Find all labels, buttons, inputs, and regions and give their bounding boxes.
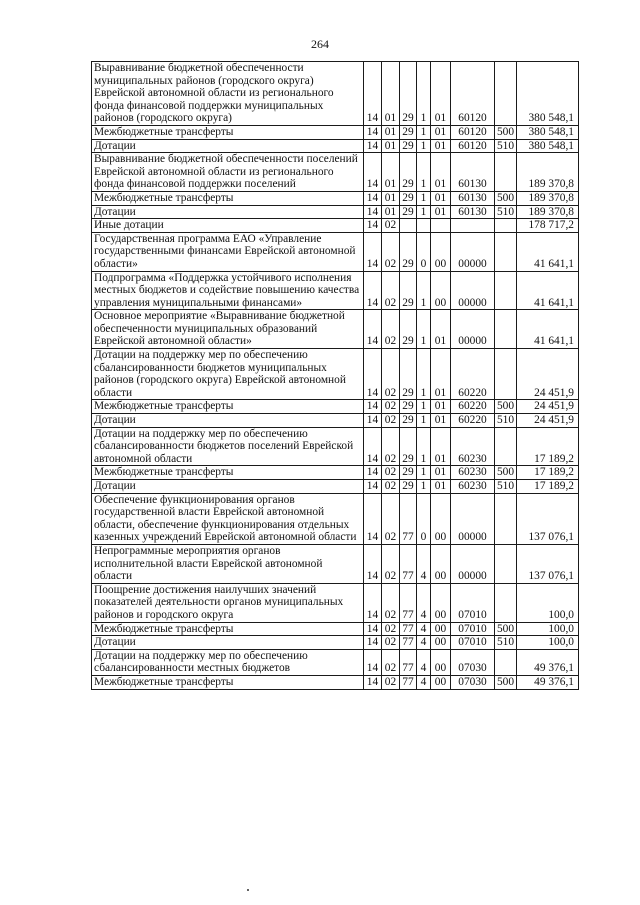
row-expense-type-code — [495, 271, 517, 310]
row-section-code: 14 — [364, 636, 382, 650]
row-program-code: 29 — [400, 480, 417, 494]
row-expense-type-code — [495, 349, 517, 400]
row-activity-code: 00 — [431, 544, 451, 583]
row-program-code: 29 — [400, 271, 417, 310]
row-amount: 49 376,1 — [517, 675, 579, 689]
row-subsection-code: 02 — [382, 649, 400, 675]
row-subsection-code: 02 — [382, 544, 400, 583]
row-program-code: 77 — [400, 649, 417, 675]
row-direction-code: 60230 — [451, 466, 495, 480]
row-subprogram-code: 1 — [417, 310, 431, 349]
row-program-code: 77 — [400, 636, 417, 650]
row-program-code: 29 — [400, 191, 417, 205]
row-name: Межбюджетные трансферты — [92, 466, 364, 480]
row-expense-type-code: 510 — [495, 636, 517, 650]
row-subprogram-code — [417, 219, 431, 233]
row-subsection-code: 02 — [382, 466, 400, 480]
table-row — [92, 493, 579, 544]
row-subsection-code: 01 — [382, 125, 400, 139]
row-amount: 41 641,1 — [517, 271, 579, 310]
row-subsection-code: 02 — [382, 493, 400, 544]
row-section-code: 14 — [364, 400, 382, 414]
row-section-code: 14 — [364, 232, 382, 271]
row-section-code: 14 — [364, 480, 382, 494]
row-subprogram-code: 1 — [417, 400, 431, 414]
row-amount: 24 451,9 — [517, 400, 579, 414]
table-row — [92, 636, 579, 650]
row-subsection-code: 02 — [382, 480, 400, 494]
row-section-code: 14 — [364, 466, 382, 480]
row-subsection-code: 01 — [382, 191, 400, 205]
row-name: Государственная программа ЕАО «Управление государственными финансами Еврейской автономной области» — [92, 232, 364, 271]
row-name: Иные дотации — [92, 219, 364, 233]
row-section-code: 14 — [364, 62, 382, 126]
row-amount: 380 548,1 — [517, 139, 579, 153]
row-section-code: 14 — [364, 191, 382, 205]
table-row — [92, 466, 579, 480]
row-section-code: 14 — [364, 622, 382, 636]
table-row — [92, 271, 579, 310]
row-program-code: 29 — [400, 427, 417, 466]
row-amount: 17 189,2 — [517, 480, 579, 494]
row-direction-code — [451, 219, 495, 233]
row-subsection-code: 01 — [382, 62, 400, 126]
row-direction-code: 60220 — [451, 349, 495, 400]
row-direction-code: 00000 — [451, 493, 495, 544]
row-subprogram-code: 4 — [417, 649, 431, 675]
row-activity-code: 00 — [431, 493, 451, 544]
row-program-code: 77 — [400, 583, 417, 622]
table-row — [92, 232, 579, 271]
row-name: Межбюджетные трансферты — [92, 400, 364, 414]
row-program-code: 29 — [400, 205, 417, 219]
row-name: Межбюджетные трансферты — [92, 622, 364, 636]
row-name: Дотации — [92, 636, 364, 650]
row-program-code: 77 — [400, 493, 417, 544]
row-subsection-code: 02 — [382, 427, 400, 466]
row-program-code — [400, 219, 417, 233]
row-program-code: 29 — [400, 400, 417, 414]
row-amount: 189 370,8 — [517, 153, 579, 192]
row-section-code: 14 — [364, 271, 382, 310]
row-section-code: 14 — [364, 427, 382, 466]
row-amount: 24 451,9 — [517, 349, 579, 400]
table-row — [92, 153, 579, 192]
row-name: Межбюджетные трансферты — [92, 125, 364, 139]
row-activity-code: 01 — [431, 310, 451, 349]
row-activity-code: 01 — [431, 205, 451, 219]
row-direction-code: 60230 — [451, 480, 495, 494]
row-activity-code: 01 — [431, 414, 451, 428]
table-row — [92, 544, 579, 583]
row-name: Выравнивание бюджетной обеспеченности поселений Еврейской автономной области из регионального фонда финансовой поддержки поселений — [92, 153, 364, 192]
row-amount: 380 548,1 — [517, 125, 579, 139]
row-section-code: 14 — [364, 125, 382, 139]
row-activity-code: 00 — [431, 622, 451, 636]
row-name: Дотации на поддержку мер по обеспечению сбалансированности местных бюджетов — [92, 649, 364, 675]
row-subsection-code: 02 — [382, 271, 400, 310]
row-direction-code: 60130 — [451, 191, 495, 205]
row-program-code: 77 — [400, 622, 417, 636]
row-direction-code: 60120 — [451, 62, 495, 126]
row-direction-code: 07030 — [451, 649, 495, 675]
row-name: Дотации на поддержку мер по обеспечению сбалансированности бюджетов поселений Еврейской автономной области — [92, 427, 364, 466]
row-name: Дотации — [92, 414, 364, 428]
row-expense-type-code: 500 — [495, 125, 517, 139]
table-row — [92, 205, 579, 219]
row-amount: 137 076,1 — [517, 493, 579, 544]
row-subsection-code: 01 — [382, 205, 400, 219]
row-name: Дотации — [92, 139, 364, 153]
row-amount: 178 717,2 — [517, 219, 579, 233]
row-subprogram-code: 4 — [417, 544, 431, 583]
row-subprogram-code: 1 — [417, 191, 431, 205]
row-expense-type-code: 510 — [495, 414, 517, 428]
row-program-code: 29 — [400, 466, 417, 480]
table-row — [92, 622, 579, 636]
row-name: Выравнивание бюджетной обеспеченности муниципальных районов (городского округа) Еврейской автономной области из регионального фонда финансовой поддержки муниципальных районов (городского округа) — [92, 62, 364, 126]
row-section-code: 14 — [364, 310, 382, 349]
row-expense-type-code — [495, 493, 517, 544]
row-subprogram-code: 1 — [417, 480, 431, 494]
row-expense-type-code: 500 — [495, 622, 517, 636]
row-subsection-code: 02 — [382, 414, 400, 428]
row-activity-code: 00 — [431, 232, 451, 271]
row-program-code: 29 — [400, 310, 417, 349]
row-section-code: 14 — [364, 219, 382, 233]
row-subsection-code: 02 — [382, 675, 400, 689]
row-expense-type-code — [495, 649, 517, 675]
row-program-code: 29 — [400, 153, 417, 192]
row-activity-code: 01 — [431, 153, 451, 192]
row-expense-type-code — [495, 62, 517, 126]
row-section-code: 14 — [364, 153, 382, 192]
row-activity-code: 01 — [431, 191, 451, 205]
row-direction-code: 07010 — [451, 622, 495, 636]
row-direction-code: 00000 — [451, 310, 495, 349]
row-section-code: 14 — [364, 649, 382, 675]
row-subprogram-code: 1 — [417, 466, 431, 480]
row-direction-code: 00000 — [451, 232, 495, 271]
row-subprogram-code: 1 — [417, 205, 431, 219]
row-direction-code: 60130 — [451, 153, 495, 192]
row-expense-type-code: 510 — [495, 139, 517, 153]
row-program-code: 77 — [400, 675, 417, 689]
table-row — [92, 125, 579, 139]
row-subprogram-code: 1 — [417, 349, 431, 400]
row-subprogram-code: 1 — [417, 62, 431, 126]
row-amount: 189 370,8 — [517, 205, 579, 219]
row-amount: 100,0 — [517, 636, 579, 650]
row-expense-type-code: 500 — [495, 191, 517, 205]
row-expense-type-code — [495, 583, 517, 622]
row-subsection-code: 01 — [382, 139, 400, 153]
row-activity-code: 01 — [431, 466, 451, 480]
row-name: Подпрограмма «Поддержка устойчивого исполнения местных бюджетов и содействие повышению качества управления муниципальными финансами» — [92, 271, 364, 310]
row-activity-code: 00 — [431, 675, 451, 689]
row-activity-code: 00 — [431, 649, 451, 675]
row-program-code: 29 — [400, 414, 417, 428]
budget-table-body — [92, 62, 579, 690]
row-section-code: 14 — [364, 583, 382, 622]
row-name: Обеспечение функционирования органов государственной власти Еврейской автономной области, обеспечение функционирования отдельных казенных учреждений Еврейской автономной области — [92, 493, 364, 544]
row-subsection-code: 02 — [382, 583, 400, 622]
row-subprogram-code: 1 — [417, 139, 431, 153]
row-name: Непрограммные мероприятия органов исполнительной власти Еврейской автономной области — [92, 544, 364, 583]
row-program-code: 29 — [400, 62, 417, 126]
row-expense-type-code: 500 — [495, 466, 517, 480]
table-row — [92, 349, 579, 400]
row-direction-code: 07010 — [451, 636, 495, 650]
row-name: Дотации — [92, 480, 364, 494]
row-expense-type-code: 500 — [495, 675, 517, 689]
row-section-code: 14 — [364, 349, 382, 400]
table-row — [92, 139, 579, 153]
row-amount: 100,0 — [517, 583, 579, 622]
row-direction-code: 07010 — [451, 583, 495, 622]
table-row — [92, 310, 579, 349]
row-subsection-code: 02 — [382, 636, 400, 650]
scan-speck — [247, 889, 249, 891]
row-amount: 41 641,1 — [517, 310, 579, 349]
row-amount: 17 189,2 — [517, 427, 579, 466]
row-subsection-code: 02 — [382, 400, 400, 414]
row-subprogram-code: 1 — [417, 414, 431, 428]
budget-table — [91, 61, 579, 690]
row-name: Дотации на поддержку мер по обеспечению сбалансированности бюджетов муниципальных районов (городского округа) Еврейской автономной области — [92, 349, 364, 400]
table-row — [92, 219, 579, 233]
row-amount: 380 548,1 — [517, 62, 579, 126]
row-subsection-code: 01 — [382, 153, 400, 192]
row-direction-code: 07030 — [451, 675, 495, 689]
row-subprogram-code: 4 — [417, 583, 431, 622]
row-activity-code: 01 — [431, 427, 451, 466]
row-name: Межбюджетные трансферты — [92, 191, 364, 205]
row-program-code: 29 — [400, 139, 417, 153]
row-direction-code: 60120 — [451, 125, 495, 139]
row-program-code: 77 — [400, 544, 417, 583]
row-activity-code: 01 — [431, 400, 451, 414]
row-name: Поощрение достижения наилучших значений показателей деятельности органов муниципальных районов и городского округа — [92, 583, 364, 622]
row-name: Основное мероприятие «Выравнивание бюджетной обеспеченности муниципальных образований Еврейской автономной области» — [92, 310, 364, 349]
row-activity-code: 00 — [431, 271, 451, 310]
row-program-code: 29 — [400, 125, 417, 139]
row-subsection-code: 02 — [382, 310, 400, 349]
row-amount: 24 451,9 — [517, 414, 579, 428]
row-subsection-code: 02 — [382, 622, 400, 636]
row-activity-code: 00 — [431, 583, 451, 622]
row-direction-code: 60220 — [451, 414, 495, 428]
row-expense-type-code — [495, 310, 517, 349]
row-amount: 137 076,1 — [517, 544, 579, 583]
row-amount: 189 370,8 — [517, 191, 579, 205]
row-section-code: 14 — [364, 205, 382, 219]
row-subsection-code: 02 — [382, 349, 400, 400]
row-subprogram-code: 1 — [417, 153, 431, 192]
row-expense-type-code — [495, 232, 517, 271]
row-expense-type-code — [495, 153, 517, 192]
row-subprogram-code: 4 — [417, 622, 431, 636]
row-activity-code: 00 — [431, 636, 451, 650]
row-section-code: 14 — [364, 675, 382, 689]
row-section-code: 14 — [364, 139, 382, 153]
row-subprogram-code: 4 — [417, 675, 431, 689]
row-activity-code: 01 — [431, 62, 451, 126]
row-subprogram-code: 0 — [417, 232, 431, 271]
row-program-code: 29 — [400, 232, 417, 271]
row-direction-code: 60120 — [451, 139, 495, 153]
table-row — [92, 675, 579, 689]
row-section-code: 14 — [364, 544, 382, 583]
table-row — [92, 583, 579, 622]
row-subprogram-code: 0 — [417, 493, 431, 544]
row-amount: 49 376,1 — [517, 649, 579, 675]
row-activity-code: 01 — [431, 125, 451, 139]
table-row — [92, 480, 579, 494]
table-row — [92, 414, 579, 428]
row-subsection-code: 02 — [382, 219, 400, 233]
row-direction-code: 60220 — [451, 400, 495, 414]
table-row — [92, 62, 579, 126]
row-subprogram-code: 1 — [417, 427, 431, 466]
row-direction-code: 60230 — [451, 427, 495, 466]
row-program-code: 29 — [400, 349, 417, 400]
row-amount: 17 189,2 — [517, 466, 579, 480]
row-name: Дотации — [92, 205, 364, 219]
table-row — [92, 400, 579, 414]
table-row — [92, 427, 579, 466]
row-expense-type-code: 510 — [495, 205, 517, 219]
table-row — [92, 649, 579, 675]
row-expense-type-code — [495, 219, 517, 233]
page-number: 264 — [311, 37, 329, 51]
row-subprogram-code: 1 — [417, 271, 431, 310]
row-subprogram-code: 4 — [417, 636, 431, 650]
row-activity-code: 01 — [431, 480, 451, 494]
row-activity-code — [431, 219, 451, 233]
row-subprogram-code: 1 — [417, 125, 431, 139]
row-activity-code: 01 — [431, 349, 451, 400]
row-name: Межбюджетные трансферты — [92, 675, 364, 689]
table-row — [92, 191, 579, 205]
row-subsection-code: 02 — [382, 232, 400, 271]
row-amount: 41 641,1 — [517, 232, 579, 271]
row-amount: 100,0 — [517, 622, 579, 636]
row-expense-type-code: 510 — [495, 480, 517, 494]
row-activity-code: 01 — [431, 139, 451, 153]
row-direction-code: 60130 — [451, 205, 495, 219]
row-expense-type-code: 500 — [495, 400, 517, 414]
row-section-code: 14 — [364, 493, 382, 544]
row-section-code: 14 — [364, 414, 382, 428]
row-direction-code: 00000 — [451, 544, 495, 583]
row-expense-type-code — [495, 427, 517, 466]
row-expense-type-code — [495, 544, 517, 583]
row-direction-code: 00000 — [451, 271, 495, 310]
